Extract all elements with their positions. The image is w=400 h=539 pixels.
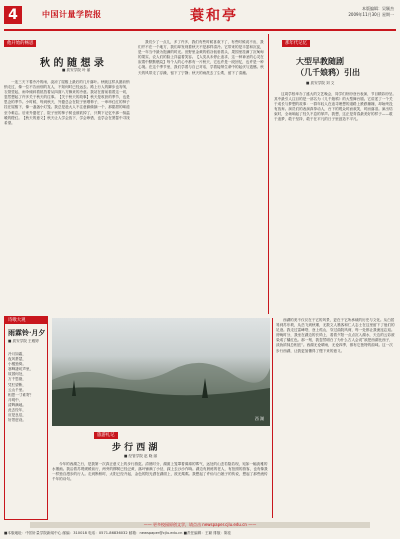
landscape-illustration	[52, 318, 270, 426]
west-lake-photo	[52, 318, 270, 426]
poem-title: 雨霖铃·月夕	[8, 328, 46, 337]
poem-line: 清辉满地。	[8, 402, 26, 407]
poem-line: 万千思绪，	[8, 377, 26, 382]
poem-line: 相思一寸谁寄？	[8, 392, 34, 397]
photo-caption: 西 湖	[254, 416, 264, 421]
left-article-author: ■ 质安学院 叶 丽	[62, 68, 91, 72]
footer-info: ■本版地址：中国计量学院新闻中心 邮编：310018 电话：0571-86836032 邮箱：newspaper@cjlu.edu.cn ■责任编辑：王颖 排版：陈佳	[4, 531, 232, 535]
travel-article-title: 步 行 西 湖	[112, 443, 158, 453]
right-section-tag: 那年代记忆	[282, 40, 310, 47]
poem-line: 云山千里。	[8, 387, 26, 392]
poem-lines	[8, 352, 44, 423]
poem-line: 应是良辰，	[8, 413, 26, 418]
page-number: 4	[4, 6, 22, 24]
left-article-title: 秋 的 随 想 录	[40, 58, 104, 69]
right-title-line2: （几千娘鸦）引出	[296, 67, 360, 77]
header-rule	[4, 29, 396, 31]
right-title-line1: 大型早教随剧	[296, 56, 344, 66]
footer-banner: —— 更多校园原创文学，请点击 newspaper.cjlu.edu.cn ——	[30, 522, 370, 528]
poem-line: 月明中、	[8, 397, 23, 402]
middle-article-body: 我们少了一点儿，多了许多，我们有些时候喜欢下了，有些时候说不出，我们并不在一个地方，我们却发现着秋天不是那样清冷。它带来的是丰盈和沉淀，是一年当中最为饱满的时光。田野里金黄的稻谷低垂着头，果园里挂满了沉甸甸的果实，农人们的脸上洋溢着笑容。【人类从未停止追求，这一种神圣的心灵在寂寞中默默燃烧】每个人的心中都有一片秋天，它也许是一段回忆，也许是一种心境。在这个季节里，我们学着与自己对话，学着接纳生命中的起伏与遗憾。秋天的风带走了浮躁，留下了宁静；秋天的雨洗去了尘埃，留下了清澈。	[138, 40, 264, 75]
travel-article-author: ■ 经管学院 赵 晓 丽	[124, 454, 158, 458]
travel-article-body: 今年的西湖之行，是我第一次真正意义上的步行游览。清晨时分，湖面上笼罩着薄薄的雾气，远处的山峦若隐若现，宛如一幅淡雅的水墨画。我沿着苏堤缓缓前行，两旁的柳树已经泛黄，落叶铺满了小径，踩上去沙沙作响。湖边有晨练的老人，有拍照的游客，也有像我一样独自漫步的行人。走到断桥时，太阳已经升起，金色的阳光洒在湖面上，波光粼粼。我想起了许仙与白娘子的传说，想起了那些流传千年的诗句。	[52, 462, 268, 482]
right-article-author: ■ 质安学院 刘 文	[306, 81, 335, 85]
date-line: 2009年11月30日 星期一	[348, 12, 394, 17]
right-article-body: 这周学校举办了盛大的文艺晚会，同学们纷纷登台表演，节目精彩纷呈。其中最引人注目的是一部名为《几千娘鸦》的大型舞台剧。它讲述了一个关于成长与梦想的故事：一群年轻人在追寻理想的道路上跌跌撞撞，却始终没有放弃。演员们的表演真挚动人，台下的观众时而欢笑，时而落泪。演出结束时，全场响起了经久不息的掌声。我想，这正是青春最美好的样子——敢于追梦，敢于坚持，敢于在平凡的日子里创造不平凡。	[274, 92, 396, 122]
travel-section-tag: 旅游札记	[94, 432, 118, 439]
masthead: 中国计量学院报	[42, 10, 102, 19]
poem-line: 此去经年，	[8, 408, 26, 413]
poem-line: 寒蝉凄切声里，	[8, 367, 34, 372]
poem-line: 小楼独倚。	[8, 362, 26, 367]
poem-line: 故园何处，	[8, 372, 26, 377]
left-section-tag: 他开始的畅思	[4, 40, 36, 47]
poem-section-tag: 诗歌大观	[5, 317, 47, 324]
poem-line: 好景虚设。	[8, 418, 26, 423]
poem-line: 夜风萧瑟，	[8, 357, 26, 362]
section-title: 蓑和亭	[190, 8, 238, 24]
left-article-body: 一连三天下着冷冷的雨，浇凉了屋檐上最后的几片落叶。秋就这样从窗前悄悄走过，像一位不告而别的友人，不知何时已经远去。路上行人的脚步也匆匆，衣领竖起，雨伞倾斜着抵挡着从四面八方飘来的冷意。我站在窗前看着这一切，忽然想起了许多关于秋天的往事。【关于秋天的故事】秋天是收获的季节，也是思念的季节。小时候，每到秋天，外婆总会在院子里晒柿子，一串串红红的柿子挂在屋檐下，像一盏盏小灯笼。我总是趁大人不注意偷偷摘一个，那甜甜的味道至今难忘。后来外婆老了，院子里的柿子树也被砍掉了，只剩下记忆中那一抹温暖的橙红。【秋天的意义】秋天让人学会放下，学会珍惜，也学会在萧瑟中寻找希望。	[4, 80, 130, 125]
column-divider	[268, 34, 269, 314]
continued-article-body: 西湖的美不仅仅在于它的风景，更在于它所承载的历史与文化。从白居易到苏东坡，从岳飞到秋瑾，无数文人墨客和仁人志士在这里留下了他们的足迹。我走过雷峰塔，登上孤山，穿过曲院风荷，每一处都让我流连忘返。傍晚时分，我坐在湖边的长椅上，看着夕阳一点点沉入湖水，天边的云彩被染成了橘红色。那一刻，我忽然明白了为什么古人会说“欲把西湖比西子，淡妆浓抹总相宜”。西湖无论晴雨，无论四季，都有它独特的韵味。这一次步行西湖，让我更加懂得了慢下来的意义。	[276, 318, 395, 353]
header-info	[300, 6, 394, 18]
column-divider-lower	[272, 318, 273, 518]
poem-author: ■ 质安学院 王雅婷	[8, 339, 39, 343]
editor-line: 本版编辑：吴颖杰	[362, 6, 394, 11]
poem-line: 冷月如霜，	[8, 352, 26, 356]
poem-line: 凭栏望断，	[8, 382, 26, 387]
